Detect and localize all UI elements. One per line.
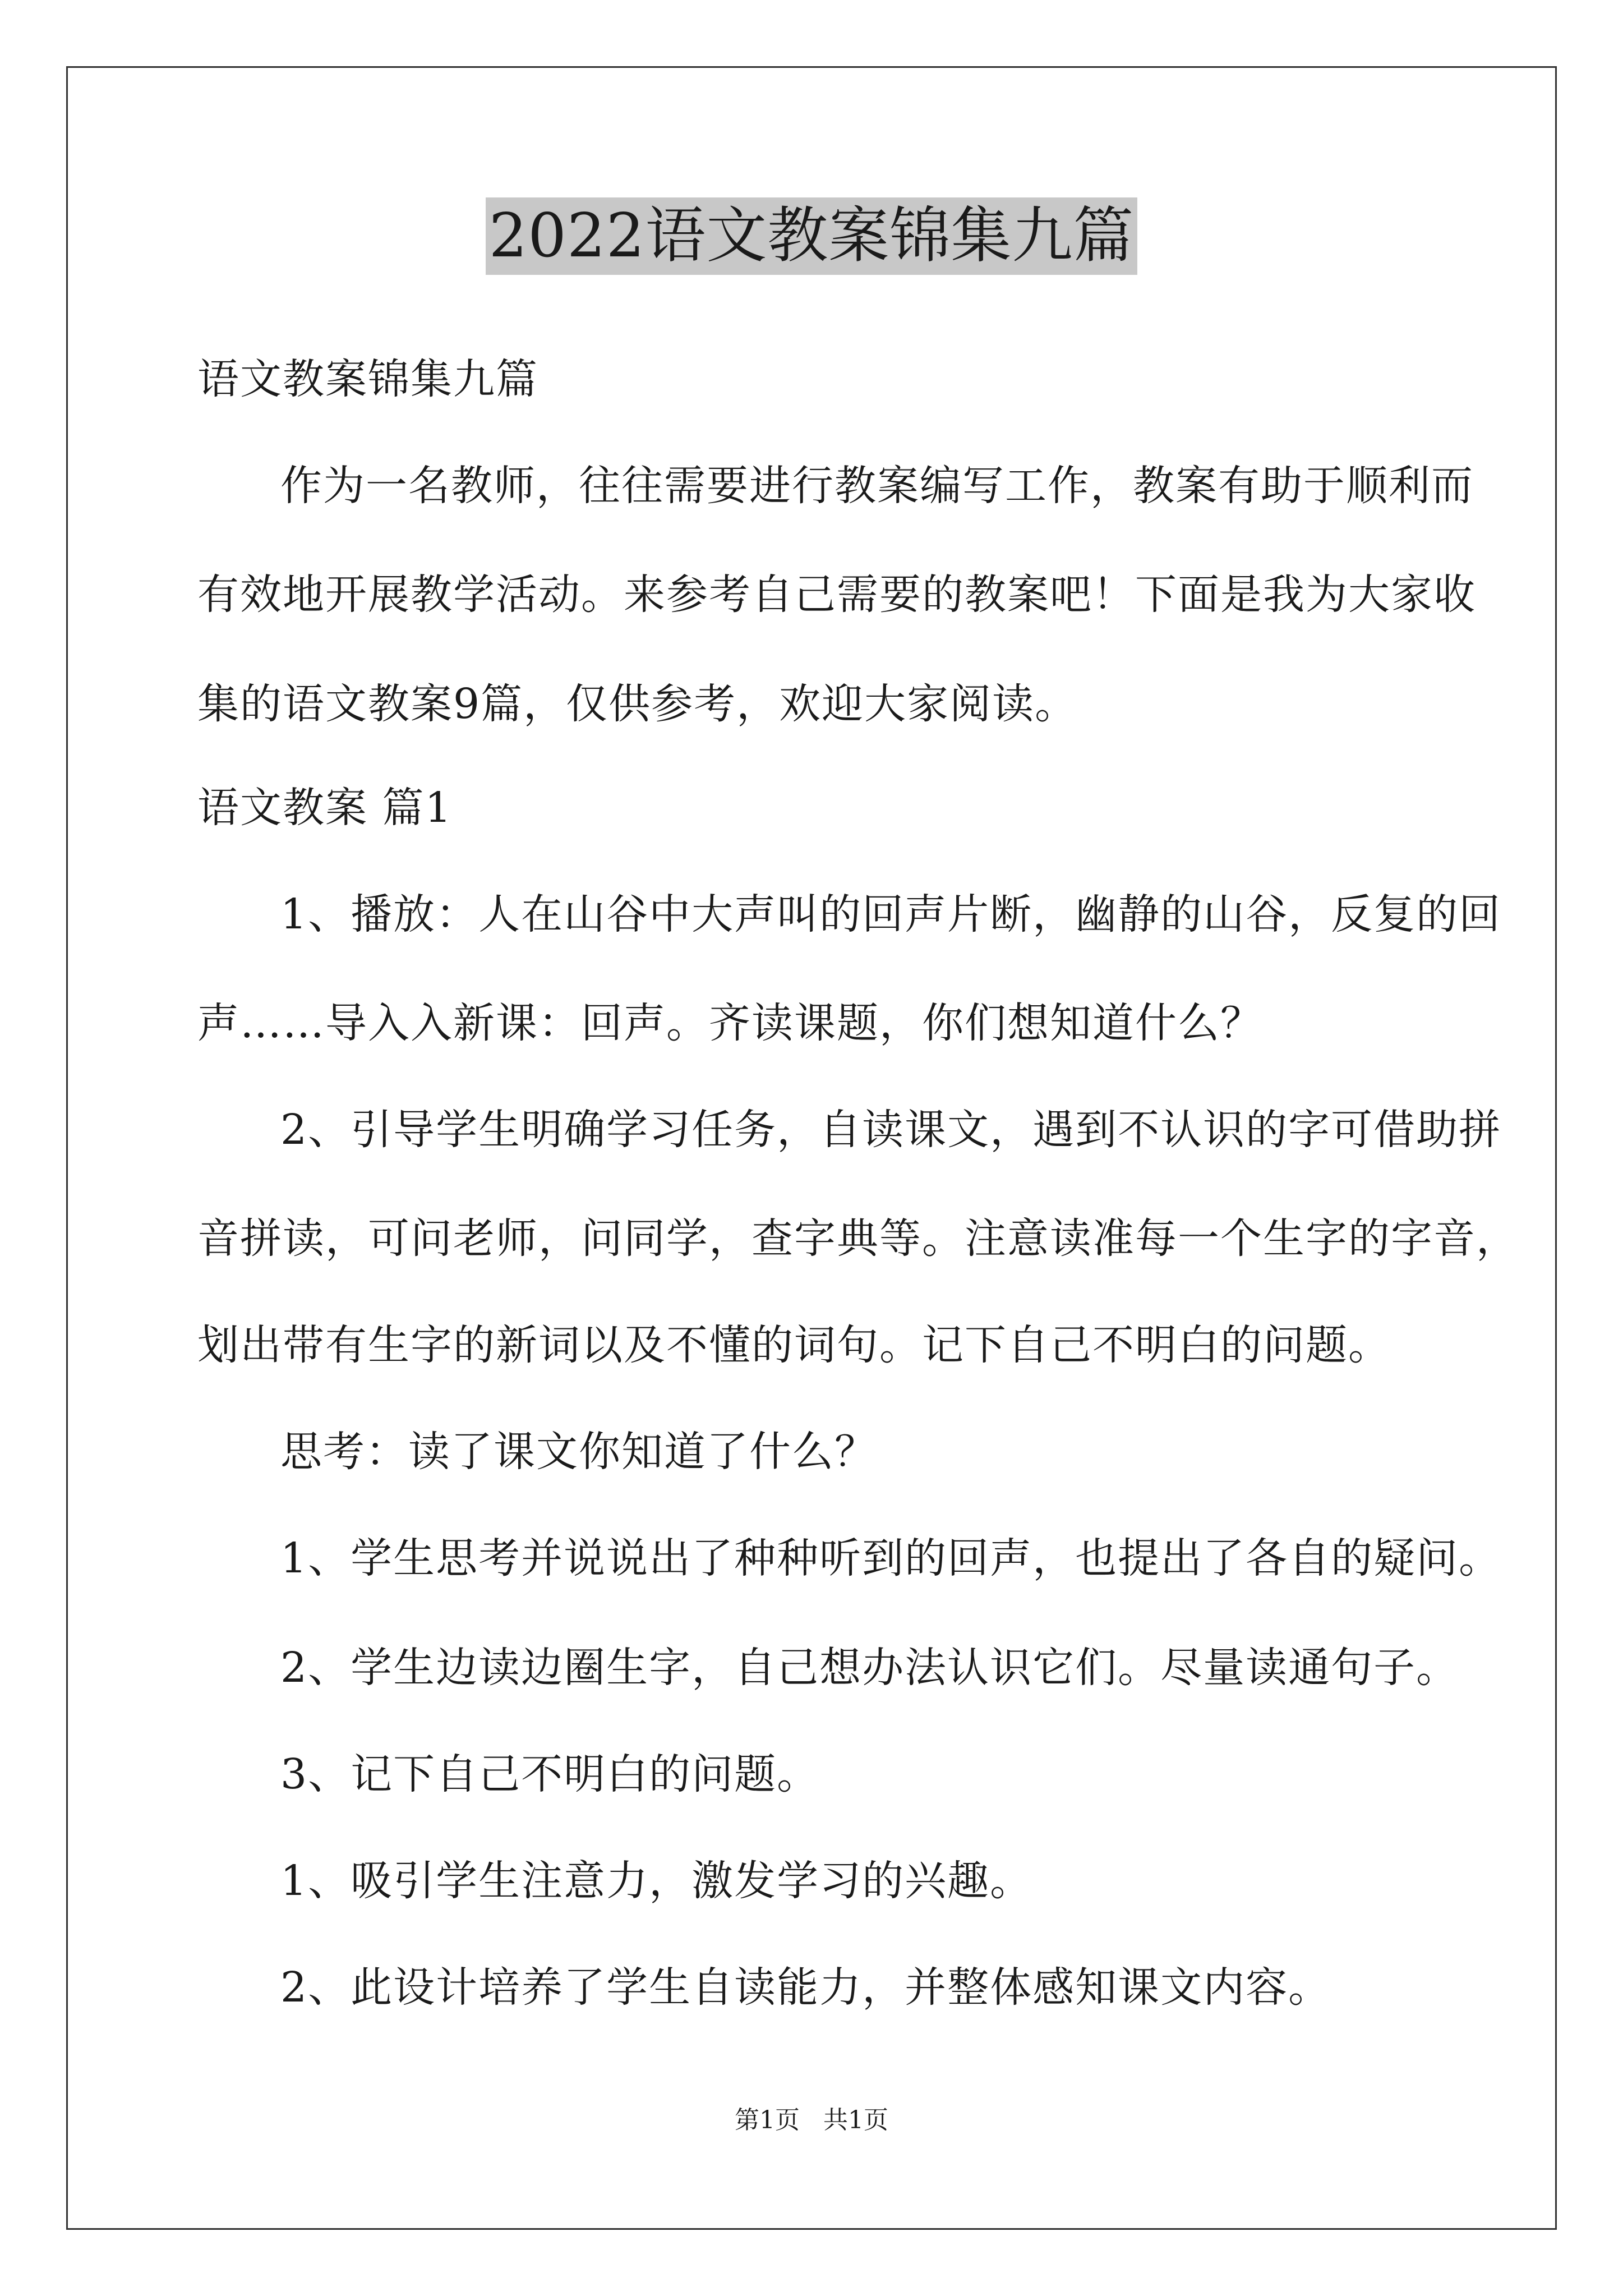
- paragraph-line: 2、引导学生明确学习任务，自读课文，遇到不认识的字可借助拼: [280, 1106, 1502, 1154]
- paragraph-line: 2、此设计培养了学生自读能力，并整体感知课文内容。: [280, 1963, 1331, 2012]
- paragraph-line: 划出带有生字的新词以及不懂的词句。记下自己不明白的问题。: [197, 1321, 1391, 1369]
- paragraph-line: 思考：读了课文你知道了什么？: [280, 1428, 877, 1476]
- paragraph-line: 作为一名教师，往往需要进行教案编写工作，教案有助于顺利而: [280, 462, 1474, 510]
- paragraph-line: 2、学生边读边圈生字，自己想办法认识它们。尽量读通句子。: [280, 1644, 1459, 1692]
- paragraph-line: 有效地开展教学活动。来参考自己需要的教案吧！下面是我为大家收: [197, 570, 1476, 619]
- paragraph-line: 集的语文教案9篇，仅供参考，欢迎大家阅读。: [197, 680, 1078, 728]
- paragraph-line: 3、记下自己不明白的问题。: [280, 1750, 820, 1798]
- paragraph-line: 音拼读，可问老师，问同学，查字典等。注意读准每一个生字的字音，: [197, 1214, 1519, 1263]
- title-container: [0, 197, 1623, 275]
- page-number-footer: 第1页 共1页: [735, 2106, 888, 2134]
- section-heading: 语文教案锦集九篇: [197, 355, 538, 403]
- paragraph-line: 1、吸引学生注意力，激发学习的兴趣。: [280, 1857, 1033, 1905]
- document-title: 2022语文教案锦集九篇: [486, 197, 1138, 275]
- paragraph-line: 1、学生思考并说说出了种种听到的回声，也提出了各自的疑问。: [280, 1534, 1502, 1582]
- section-heading: 语文教案 篇1: [197, 784, 453, 832]
- paragraph-line: 1、播放：人在山谷中大声叫的回声片断，幽静的山谷，反复的回: [280, 890, 1502, 938]
- paragraph-line: 声……导入入新课：回声。齐读课题，你们想知道什么？: [197, 999, 1263, 1047]
